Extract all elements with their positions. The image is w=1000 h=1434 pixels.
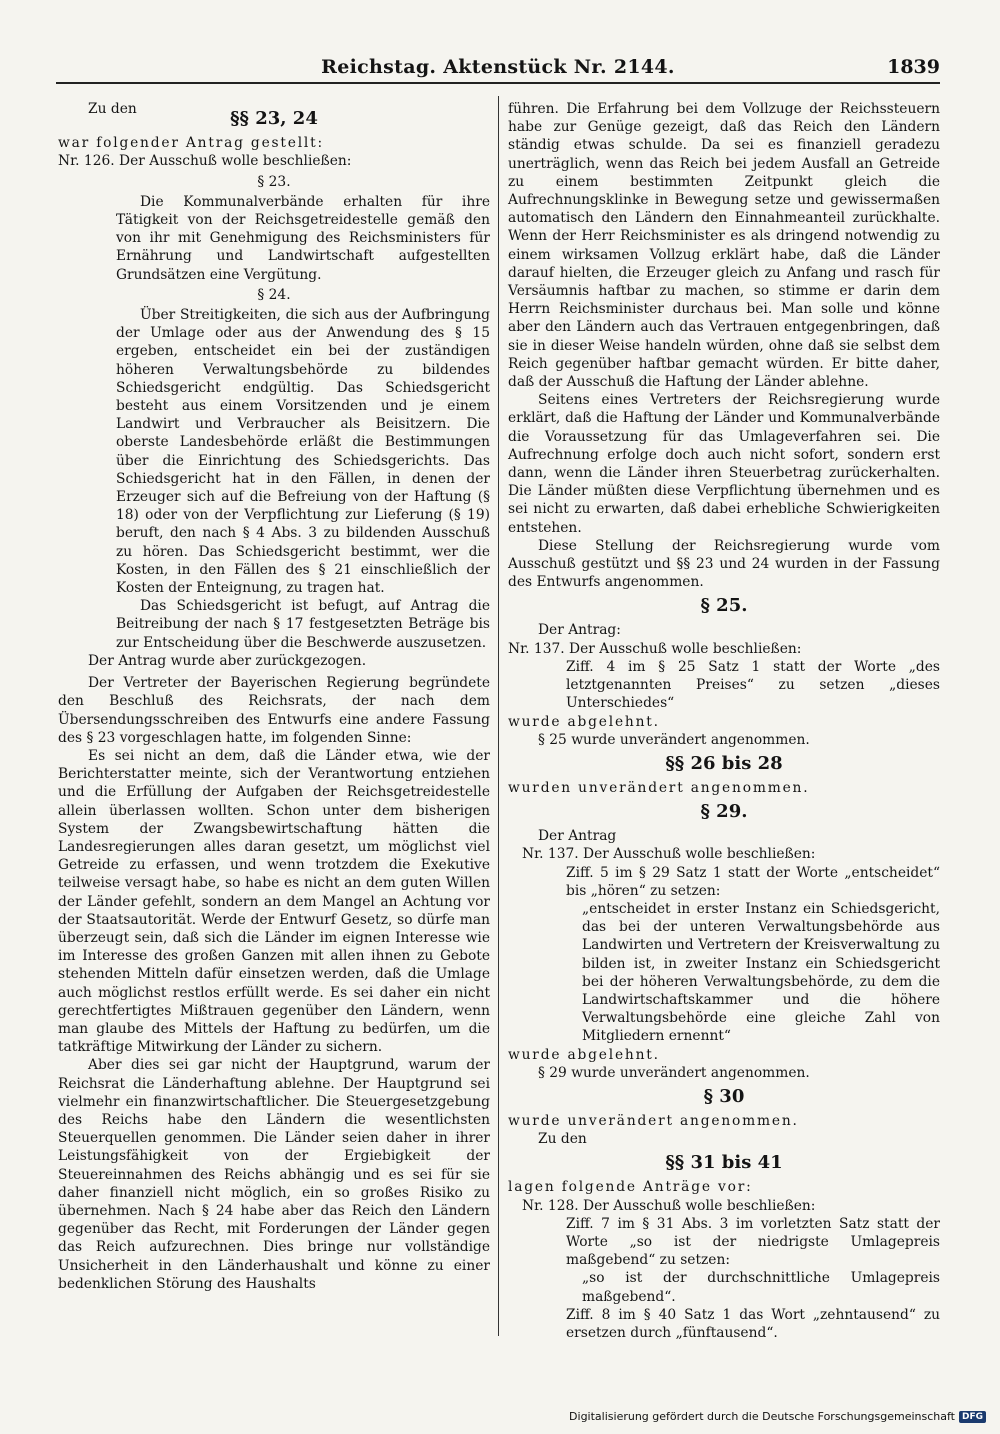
intro-line: lagen folgende Anträge vor: xyxy=(508,1179,753,1196)
withdrawn-note: Der Antrag wurde aber zurückgezogen. xyxy=(88,652,367,669)
section-heading-29: § 29. xyxy=(700,801,748,823)
motion-label: Der Antrag xyxy=(538,828,617,845)
adopted-note: § 25 wurde unverändert angenommen. xyxy=(538,731,810,748)
right-column xyxy=(508,100,940,1342)
digitization-credit xyxy=(569,1410,986,1423)
subsection-23: § 23. xyxy=(257,173,291,190)
body-paragraph: Diese Stellung der Reichsregierung wurde vom Ausschuß gestützt und §§ 23 und 24 wurden in der Fassung des Entwurfs angenommen. xyxy=(508,537,940,591)
body-paragraph: Der Vertreter der Bayerischen Regierung begründete den Beschluß des Reichsrats, der nach dem Übersendungsschreiben des Entwurfs eine andere Fassung des § 23 vorgeschlagen hatte, im folgenden Sinne: xyxy=(58,675,490,746)
zu-den-label: Zu den xyxy=(538,1131,587,1148)
running-title: Reichstag. Aktenstück Nr. 2144. xyxy=(321,56,675,78)
credit-text: Digitalisierung gefördert durch die Deutsche Forschungsgemeinschaft xyxy=(569,1410,955,1423)
dfg-logo: DFG xyxy=(959,1411,986,1423)
motion-quote: „entscheidet in erster Instanz ein Schiedsgericht, das bei der unteren Verwaltungsbehörde aus Landwirten und Vertretern der Kreisverwaltung zu bilden ist, in zweiter Instanz ein Schiedsgericht bei der höheren Verwaltungsbehörde, zu dem die Landwirtschaftskammer und die höhere Verwaltungsbehörde eine gleiche Zahl von Mitgliedern ernennt“ xyxy=(582,900,940,1045)
page-number: 1839 xyxy=(887,56,940,78)
motion-quote: „so ist der durchschnittliche Umlagepreis maßgebend“. xyxy=(582,1270,940,1305)
motion-item: Ziff. 8 im § 40 Satz 1 das Wort „zehntausend“ zu ersetzen durch „fünftausend“. xyxy=(566,1306,940,1341)
section-heading-30: § 30 xyxy=(703,1085,745,1107)
adopted-note: wurde unverändert angenommen. xyxy=(508,1112,799,1129)
motion-number: Nr. 128. Der Ausschuß wolle beschließen: xyxy=(522,1197,816,1214)
subsection-24: § 24. xyxy=(257,286,291,303)
body-paragraph: Seitens eines Vertreters der Reichsregierung wurde erklärt, daß die Haftung der Länder und Kommunalverbände die Voraussetzung für das Umlageverfahren sei. Die Aufrechnung erfolge doch auch nicht sofort, sondern erst dann, wenn die Länder ihren Steuerbetrag zurückerhalten. Die Länder müßten diese Verpflichtung übernehmen und es sei nicht zu erwarten, daß dabei erhebliche Schwierigkeiten entstehen. xyxy=(508,392,940,536)
body-paragraph: führen. Die Erfahrung bei dem Vollzuge der Reichssteuern habe zur Genüge gezeigt, daß das Reich den Ländern ständig etwas schulde. Da sei es finanziell geradezu unerträglich, wenn das Reich bei jedem Ausfall an Getreide zu einem bestimmten Zeitpunkt gleich die Aufrechnungsklinke in Bewegung setze und gewissermaßen automatisch den Ländern den Einnahmeanteil zurückhalte. Wenn der Herr Reichsminister es als dringend notwendig zu einem wirksamen Vollzug erklärt habe, daß die Länder darauf hielten, die Erzeuger gleich zu Anfang und rasch für Versäumnis haftbar zu machen, so stimme er darin dem Herrn Reichsminister durchaus bei. Man solle und könne aber den Ländern auch das Vertrauen entgegenbringen, daß sie in dieser Weise handeln würden, ohne daß sie selbst dem Reich gegenüber haftbar gemacht würden. Er bitte daher, daß der Ausschuß die Haftung der Länder ablehne. xyxy=(508,101,940,391)
adopted-note: § 29 wurde unverändert angenommen. xyxy=(538,1064,810,1081)
section-heading-31-41: §§ 31 bis 41 xyxy=(665,1152,783,1174)
paragraph-24b-text: Das Schiedsgericht ist befugt, auf Antrag die Beitreibung der nach § 17 festgesetzten Beträge bis zur Entscheidung über die Beschwerde auszusetzen. xyxy=(116,598,490,651)
paragraph-23-text: Die Kommunalverbände erhalten für ihre Tätigkeit von der Reichsgetreidestelle gemäß den von ihr mit Genehmigung des Reichsministers für Ernährung und Landwirtschaft aufgestellten Grundsätzen eine Vergütung. xyxy=(116,193,490,283)
section-heading-23-24: §§ 23, 24 xyxy=(230,108,318,130)
section-heading-26-28: §§ 26 bis 28 xyxy=(665,752,783,774)
left-column xyxy=(58,100,490,1293)
body-paragraph: Es sei nicht an dem, daß die Länder etwa, wie der Berichterstatter meinte, sich der Verantwortung entziehen und die Erfüllung der Aufgaben der Reichsgetreidestelle allein überlassen wollten. Schon unter dem bisherigen System der Zwangsbewirtschaftung hätten die Landesregierungen alles daran gesetzt, um möglichst viel Getreide zu erfassen, und wenn trotzdem die Exekutive teilweise versagt habe, so habe es nicht an dem guten Willen der Länder gefehlt, sondern an dem Mangel an Achtung vor der Staatsautorität. Werde der Entwurf Gesetz, so dürfe man überzeugt sein, daß sich die Länder im eignen Interesse wie im Interesse des großen Ganzen mit allen ihnen zu Gebote stehenden Mitteln dafür einsetzen werden, daß die Umlage auch möglichst restlos erfüllt werde. Es sei daher ein nicht gerechtfertigtes Mißtrauen gegenüber den Ländern, wenn man glaube des Mittels der Haftung zu bedürfen, um die tatkräftige Mitwirkung der Länder zu sichern. xyxy=(58,747,490,1056)
body-paragraph: Aber dies sei gar nicht der Hauptgrund, warum der Reichsrat die Länderhaftung ablehne. Der Hauptgrund sei vielmehr ein finanzwirtschaftlicher. Die Steuergesetzgebung des Reichs habe den Ländern die wesentlichsten Steuerquellen genommen. Die Länder seien daher in ihrer Leistungsfähigkeit von der Ergiebigkeit der Steuereinnahmen des Reichs abhängig und es sei für sie daher finanziell nicht möglich, ein so großes Risiko zu übernehmen. Nach § 24 habe aber das Reich den Ländern gegenüber das Recht, mit Forderungen der Länder gegen das Reich aufzurechnen. Dies bringe nur vollständige Unsicherheit in den Länderhaushalt und könne zu einer bedenklichen Störung des Haushalts xyxy=(58,1057,490,1292)
header-rule xyxy=(56,82,940,84)
zu-den-label: Zu den xyxy=(88,101,137,117)
motion-item: Ziff. 7 im § 31 Abs. 3 im vorletzten Satz statt der Worte „so ist der niedrigste Umlagepreis maßgebend“ zu setzen: xyxy=(566,1215,940,1269)
rejected-note: wurde abgelehnt. xyxy=(508,713,660,730)
motion-item: Ziff. 5 im § 29 Satz 1 statt der Worte „entscheidet“ bis „hören“ zu setzen: xyxy=(566,864,940,899)
motion-label: Der Antrag: xyxy=(538,622,621,639)
adopted-note: wurden unverändert angenommen. xyxy=(508,779,810,796)
column-divider xyxy=(498,96,499,1336)
motion-number: Nr. 137. Der Ausschuß wolle beschließen: xyxy=(522,846,816,863)
section-heading-25: § 25. xyxy=(700,595,748,617)
page-header xyxy=(56,52,940,86)
intro-line: war folgender Antrag gestellt: xyxy=(58,135,324,152)
paragraph-24-text: Über Streitigkeiten, die sich aus der Aufbringung der Umlage oder aus der Anwendung des § 15 ergeben, entscheidet ein bei der zuständigen höheren Verwaltungsbehörde zu bildendes Schiedsgericht endgültig. Das Schiedsgericht besteht aus einem Vorsitzenden und je einem Landwirt und Verbraucher als Beisitzern. Die oberste Landesbehörde erläßt die Bestimmungen über die Einrichtung des Schiedsgerichts. Das Schiedsgericht hat in den Fällen, in denen der Erzeuger sich auf die Befreiung von der Haftung (§ 18) oder von der Verpflichtung zur Lieferung (§ 19) beruft, den nach § 4 Abs. 3 zu bildenden Ausschuß zu hören. Das Schiedsgericht bestimmt, wer die Kosten, in den Fällen des § 21 einschließlich der Kosten der Enteignung, zu tragen hat. xyxy=(116,307,490,597)
motion-item: Ziff. 4 im § 25 Satz 1 statt der Worte „des letztgenannten Preises“ zu setzen „dieses Unterschiedes“ xyxy=(566,658,940,712)
motion-number: Nr. 126. Der Ausschuß wolle beschließen: xyxy=(58,153,352,170)
rejected-note: wurde abgelehnt. xyxy=(508,1046,660,1063)
motion-number: Nr. 137. Der Ausschuß wolle beschließen: xyxy=(508,640,802,657)
